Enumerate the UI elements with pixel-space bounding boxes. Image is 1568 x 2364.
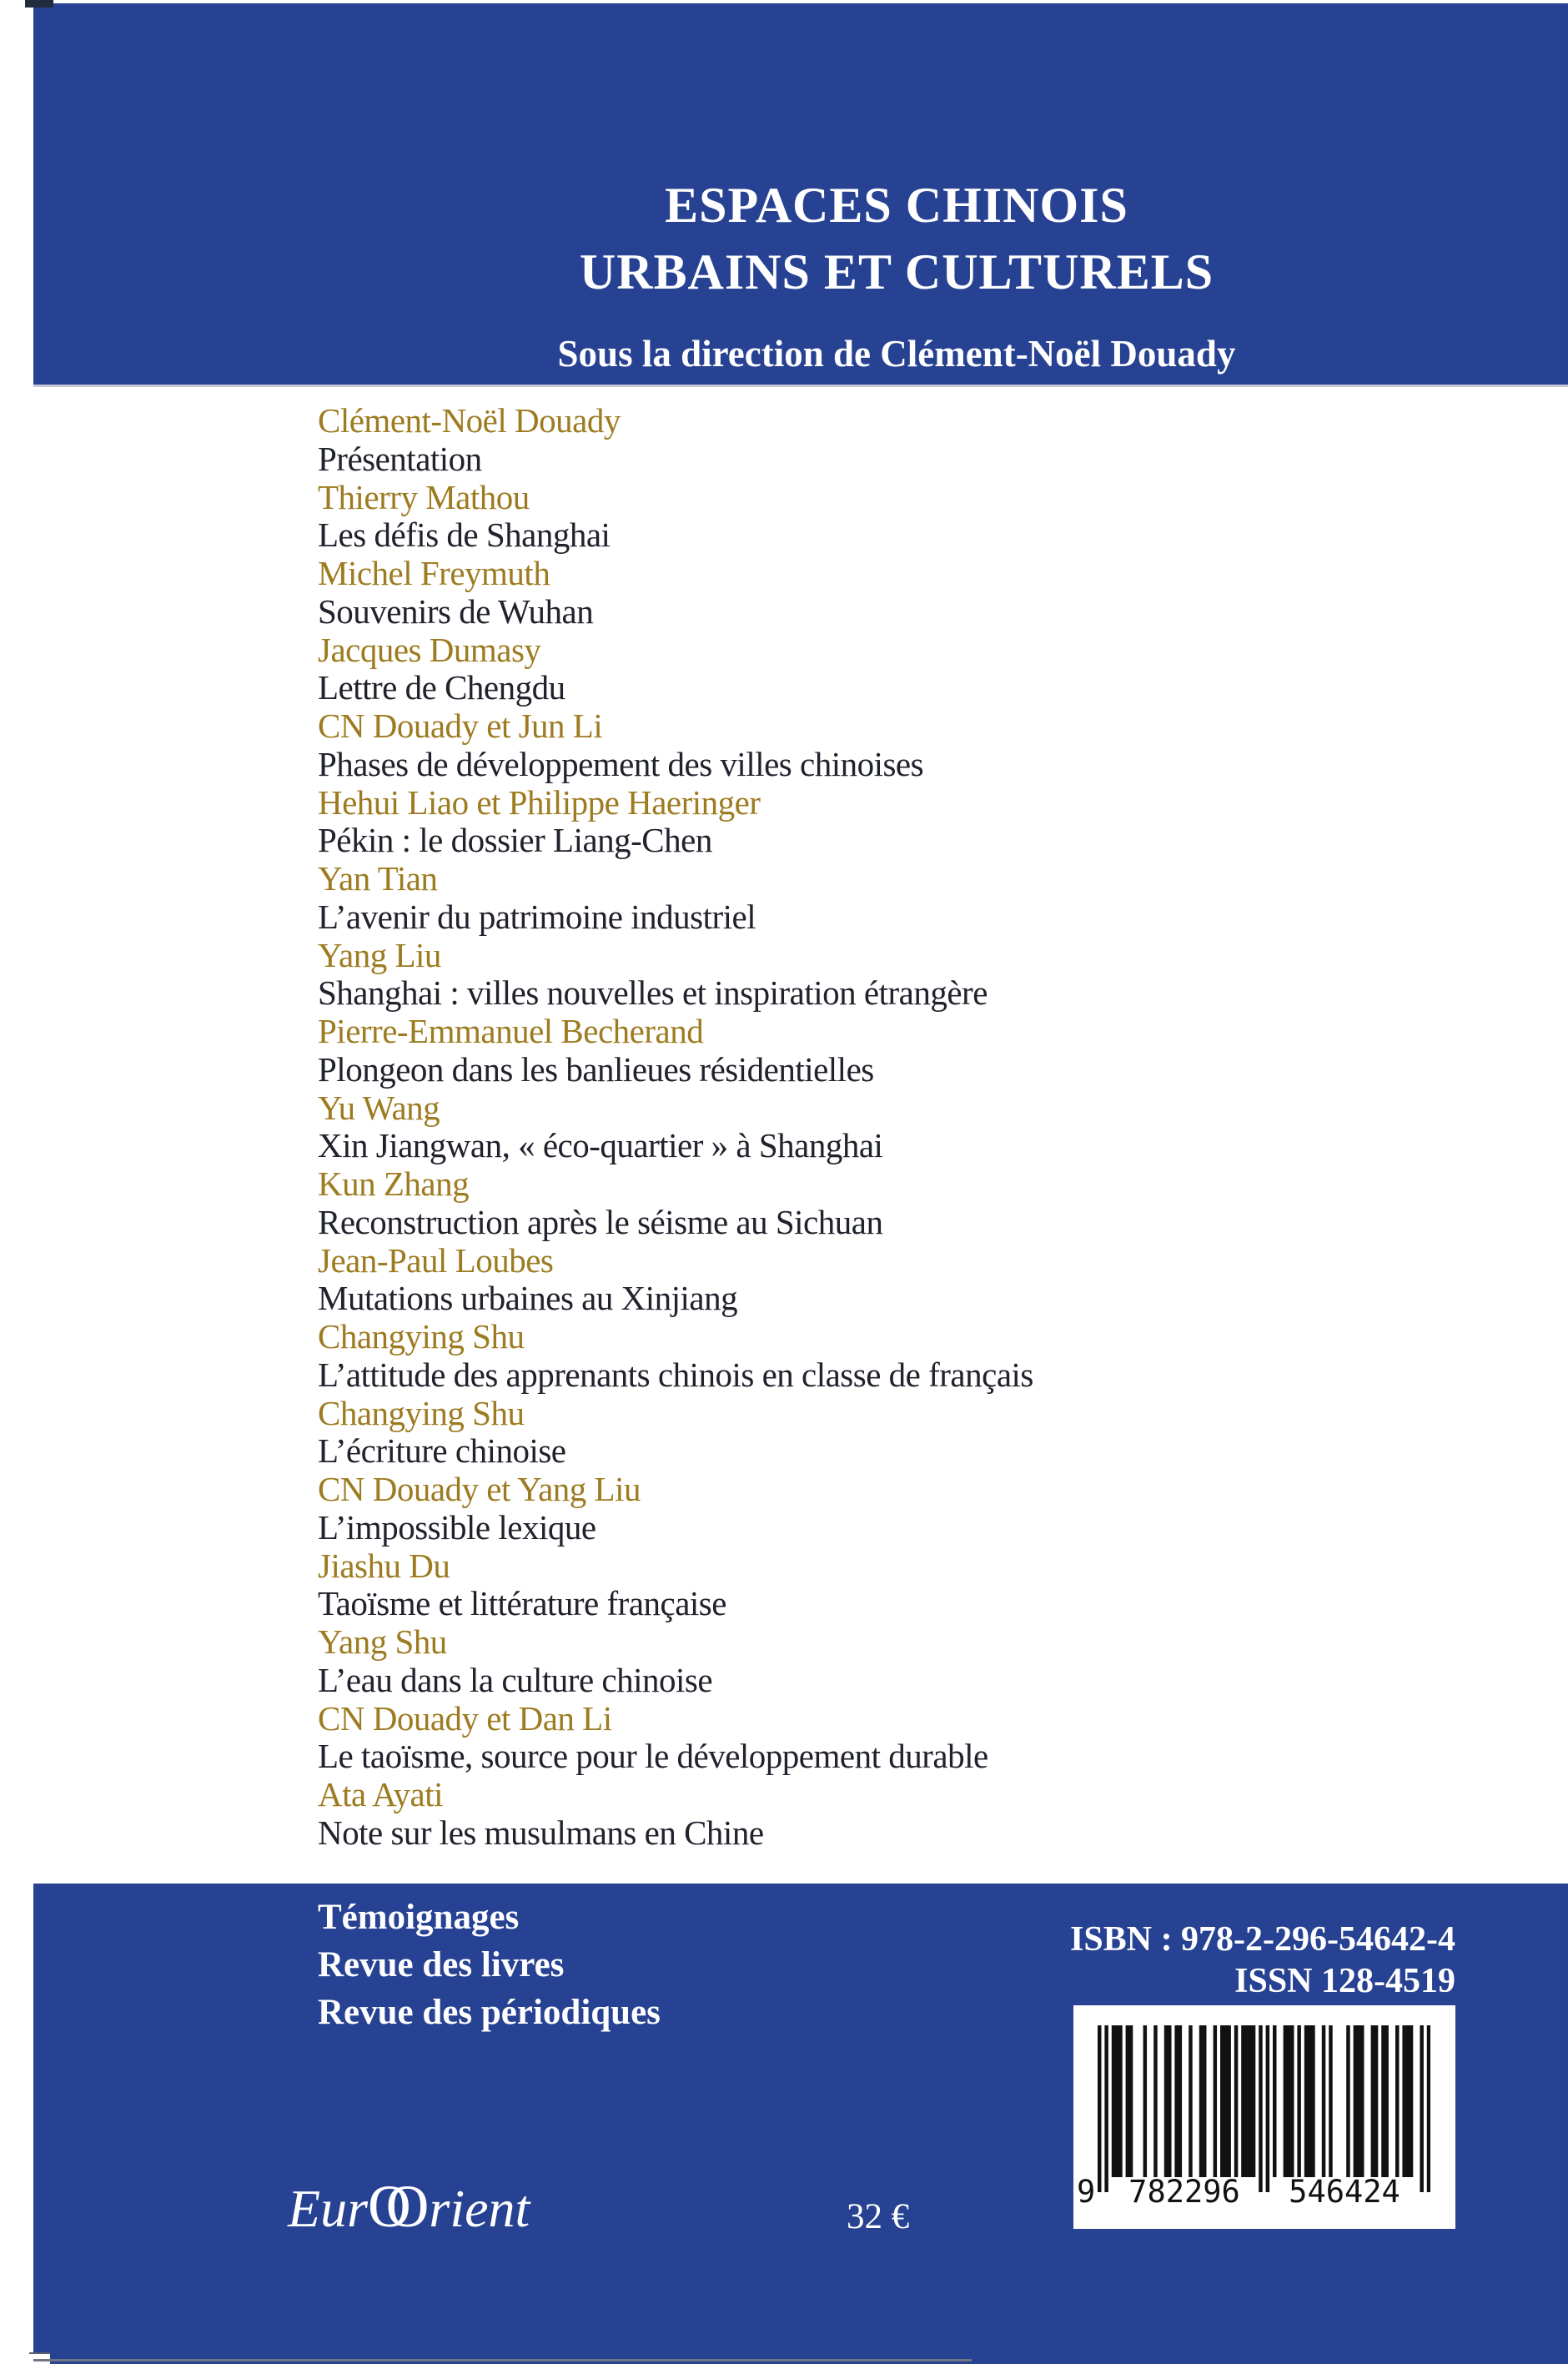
toc-article-title: L’impossible lexique: [318, 1507, 596, 1547]
toc-author: CN Douady et Dan Li: [318, 1698, 612, 1738]
toc-author: Jacques Dumasy: [318, 630, 541, 669]
toc-article-title: Lettre de Chengdu: [318, 668, 565, 707]
toc-author: Jean-Paul Loubes: [318, 1240, 554, 1280]
publisher-prefix: Eur: [288, 2179, 368, 2238]
footer-sections: [318, 1894, 661, 2036]
header-banner: [33, 3, 1568, 387]
toc-article-title: Taoïsme et littérature française: [318, 1584, 726, 1623]
contents-list: [318, 402, 1485, 1853]
print-artifact-top: [25, 0, 53, 8]
toc-article-title: Reconstruction après le séisme au Sichuan: [318, 1202, 883, 1241]
toc-article-title: Phases de développement des villes chinoises: [318, 744, 924, 783]
publisher-oo-ligature: OO: [368, 2173, 405, 2240]
publisher-logo: [288, 2173, 530, 2240]
toc-article-title: Note sur les musulmans en Chine: [318, 1813, 764, 1852]
footer-banner: [33, 1884, 1568, 2364]
toc-author: Clément-Noël Douady: [318, 401, 621, 440]
toc-author: Changying Shu: [318, 1393, 525, 1432]
price-label: 32 €: [847, 2197, 910, 2236]
toc-author: Yu Wang: [318, 1088, 440, 1127]
toc-author: Michel Freymuth: [318, 554, 550, 592]
toc-article-title: Souvenirs de Wuhan: [318, 591, 594, 631]
toc-article-title: Mutations urbaines au Xinjiang: [318, 1279, 738, 1318]
footer-section-revue-periodiques: Revue des périodiques: [318, 1993, 661, 2032]
toc-author: Yang Shu: [318, 1622, 447, 1661]
book-title-line2: URBAINS ET CULTURELS: [579, 244, 1214, 299]
toc-article-title: Plongeon dans les banlieues résidentielles: [318, 1049, 874, 1089]
book-title-line1: ESPACES CHINOIS: [665, 178, 1128, 233]
toc-author: Yan Tian: [318, 859, 438, 898]
toc-author: Jiashu Du: [318, 1546, 450, 1585]
footer-section-revue-livres: Revue des livres: [318, 1945, 565, 1984]
title-block: [317, 3, 1476, 385]
footer-section-temoignages: Témoignages: [318, 1898, 520, 1937]
toc-author: Pierre-Emmanuel Becherand: [318, 1012, 704, 1050]
barcode-digit-group: 782296: [1128, 2174, 1240, 2210]
toc-author: CN Douady et Yang Liu: [318, 1470, 641, 1508]
barcode-digit-group: 9: [1077, 2174, 1096, 2210]
barcode-digit-group: 546424: [1289, 2174, 1400, 2210]
book-subtitle: Sous la direction de Clément-Noël Douady: [557, 333, 1236, 375]
isbn-text: ISBN : 978-2-296-54642-4: [1070, 1920, 1455, 1959]
toc-author: Kun Zhang: [318, 1164, 470, 1203]
print-artifact-bottom-notch: [29, 2352, 50, 2364]
toc-article-title: Shanghai : villes nouvelles et inspiration étrangère: [318, 973, 988, 1013]
toc-article-title: L’écriture chinoise: [318, 1431, 566, 1471]
toc-article-title: L’attitude des apprenants chinois en classe de français: [318, 1355, 1033, 1394]
toc-article-title: Pékin : le dossier Liang-Chen: [318, 821, 712, 860]
print-artifact-bottom-line: [33, 2359, 972, 2361]
toc-article-title: L’avenir du patrimoine industriel: [318, 897, 756, 936]
issn-text: ISSN 128-4519: [1234, 1962, 1455, 2000]
toc-article-title: Présentation: [318, 439, 482, 478]
toc-author: CN Douady et Jun Li: [318, 707, 603, 745]
barcode: [1073, 2005, 1455, 2229]
toc-author: Hehui Liao et Philippe Haeringer: [318, 782, 761, 822]
toc-article-title: Xin Jiangwan, « éco-quartier » à Shanghai: [318, 1126, 883, 1165]
toc-article-title: Les défis de Shanghai: [318, 516, 611, 555]
toc-author: Changying Shu: [318, 1317, 525, 1356]
toc-article-title: L’eau dans la culture chinoise: [318, 1660, 713, 1699]
toc-author: Yang Liu: [318, 935, 441, 974]
toc-author: Ata Ayati: [318, 1775, 444, 1813]
toc-article-title: Le taoïsme, source pour le développement durable: [318, 1737, 988, 1776]
toc-author: Thierry Mathou: [318, 477, 530, 516]
publisher-suffix: rient: [429, 2179, 530, 2238]
